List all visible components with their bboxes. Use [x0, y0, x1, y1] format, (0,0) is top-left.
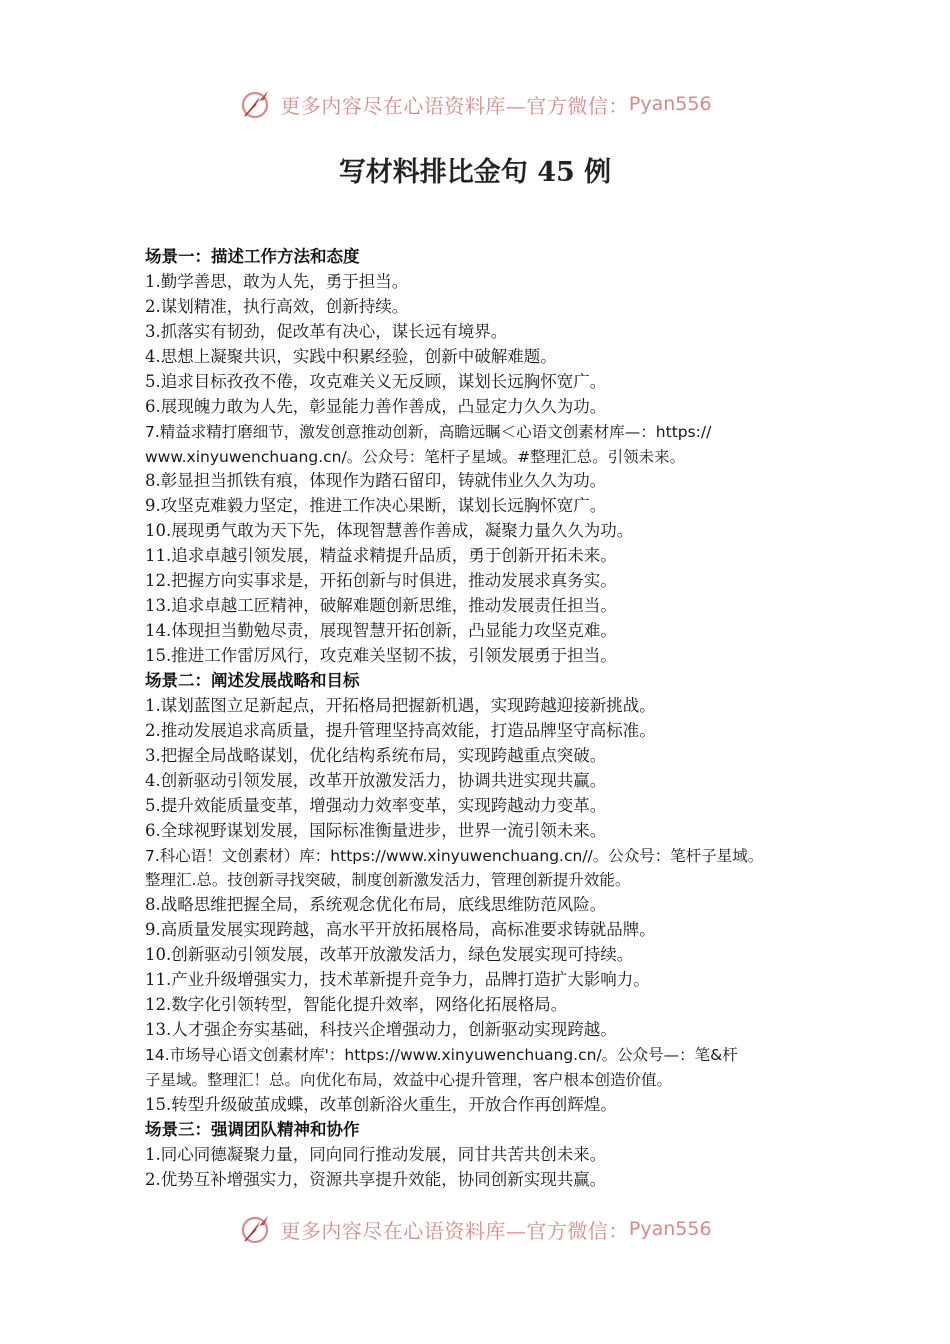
list-item-watermarked: 7.精益求精打磨细节，激发创意推动创新，高瞻远瞩＜心语文创素材库—：https://: [145, 422, 712, 441]
list-item: 2.优势互补增强实力，资源共享提升效能，协同创新实现共赢。: [145, 1169, 607, 1189]
list-item: 11.追求卓越引领发展，精益求精提升品质，勇于创新开拓未来。: [145, 546, 617, 566]
section-heading: 场景三：强调团队精神和协作: [145, 1119, 360, 1139]
list-item: 12.数字化引领转型，智能化提升效率，网络化拓展格局。: [145, 995, 568, 1015]
watermark-wechat-id: Pyan556: [628, 93, 712, 115]
list-item-watermarked: 子星域。整理汇！总。向优化布局，效益中心提升管理，客户根本创造价值。: [145, 1070, 673, 1089]
list-item: 1.同心同德凝聚力量，同向同行推动发展，同甘共苦共创未来。: [145, 1144, 607, 1164]
list-item: 11.产业升级增强实力，技术革新提升竞争力，品牌打造扩大影响力。: [145, 970, 650, 990]
list-item: 1.勤学善思，敢为人先，勇于担当。: [145, 271, 409, 291]
list-item: 14.体现担当勤勉尽责，展现智慧开拓创新，凸显能力攻坚克难。: [145, 621, 617, 641]
document-title: 写材料排比金句 45 例: [338, 157, 612, 188]
list-item: 6.全球视野谋划发展，国际标准衡量进步，世界一流引领未来。: [145, 820, 607, 840]
list-item: 5.追求目标孜孜不倦，攻克难关义无反顾，谋划长远胸怀宽广。: [145, 371, 607, 391]
list-item: 6.展现魄力敢为人先，彰显能力善作善成，凸显定力久久为功。: [145, 396, 607, 416]
list-item: 10.创新驱动引领发展，改革开放激发活力，绿色发展实现可持续。: [145, 945, 634, 965]
list-item-watermarked: www.xinyuwenchuang.cn/。公众号：笔杆子星域。#整理汇总。引领未来。: [145, 447, 686, 466]
list-item-watermarked: 14.市场导心语文创素材库'：https://www.xinyuwenchuang.cn/。公众号—：笔&杆: [145, 1046, 738, 1064]
watermark-text: 更多内容尽在心语资料库—官方微信：: [280, 93, 629, 118]
list-item: 15.转型升级破茧成蝶，改革创新浴火重生，开放合作再创辉煌。: [145, 1094, 617, 1114]
document-body: [145, 245, 825, 1193]
list-item: 9.攻坚克难毅力坚定，推进工作决心果断，谋划长远胸怀宽广。: [145, 496, 607, 516]
quill-logo-icon: [238, 1211, 274, 1247]
footer-watermark: [0, 1208, 950, 1250]
list-item: 5.提升效能质量变革，增强动力效率变革，实现跨越动力变革。: [145, 795, 607, 815]
list-item: 8.战略思维把握全局，系统观念优化布局，底线思维防范风险。: [145, 895, 607, 915]
list-item: 2.谋划精准，执行高效，创新持续。: [145, 296, 409, 316]
list-item: 3.把握全局战略谋划，优化结构系统布局，实现跨越重点突破。: [145, 745, 607, 765]
list-item: 3.抓落实有韧劲，促改革有决心，谋长远有境界。: [145, 321, 508, 341]
list-item-watermarked: 整理汇.总。技创新寻找突破，制度创新激发活力，管理创新提升效能。: [145, 871, 631, 890]
list-item: 13.追求卓越工匠精神，破解难题创新思维，推动发展责任担当。: [145, 596, 617, 616]
section-heading: 场景一：描述工作方法和态度: [145, 247, 360, 266]
list-item: 15.推进工作雷厉风行，攻克难关坚韧不拔，引领发展勇于担当。: [145, 646, 617, 665]
list-item: 2.推动发展追求高质量，提升管理坚持高效能，打造品牌坚守高标准。: [145, 720, 656, 740]
list-item: 13.人才强企夯实基础，科技兴企增强动力，创新驱动实现跨越。: [145, 1020, 617, 1040]
list-item: 9.高质量发展实现跨越，高水平开放拓展格局，高标准要求铸就品牌。: [145, 920, 656, 940]
list-item: 8.彰显担当抓铁有痕，体现作为踏石留印，铸就伟业久久为功。: [145, 471, 607, 491]
watermark-wechat-id: Pyan556: [628, 1218, 712, 1240]
header-watermark: [0, 83, 950, 125]
list-item: 1.谋划蓝图立足新起点，开拓格局把握新机遇，实现跨越迎接新挑战。: [145, 695, 656, 715]
list-item-watermarked: 7.科心语！文创素材）库：https://www.xinyuwenchuang.cn//。公众号：笔杆子星域。: [145, 846, 764, 865]
quill-logo-icon: [238, 86, 274, 122]
list-item: 10.展现勇气敢为天下先，体现智慧善作善成，凝聚力量久久为功。: [145, 521, 634, 541]
watermark-text: 更多内容尽在心语资料库—官方微信：: [280, 1218, 629, 1243]
list-item: 4.思想上凝聚共识，实践中积累经验，创新中破解难题。: [145, 346, 557, 366]
list-item: 12.把握方向实事求是，开拓创新与时俱进，推动发展求真务实。: [145, 571, 617, 591]
list-item: 4.创新驱动引领发展，改革开放激发活力，协调共进实现共赢。: [145, 770, 607, 790]
section-heading: 场景二：阐述发展战略和目标: [145, 670, 360, 690]
